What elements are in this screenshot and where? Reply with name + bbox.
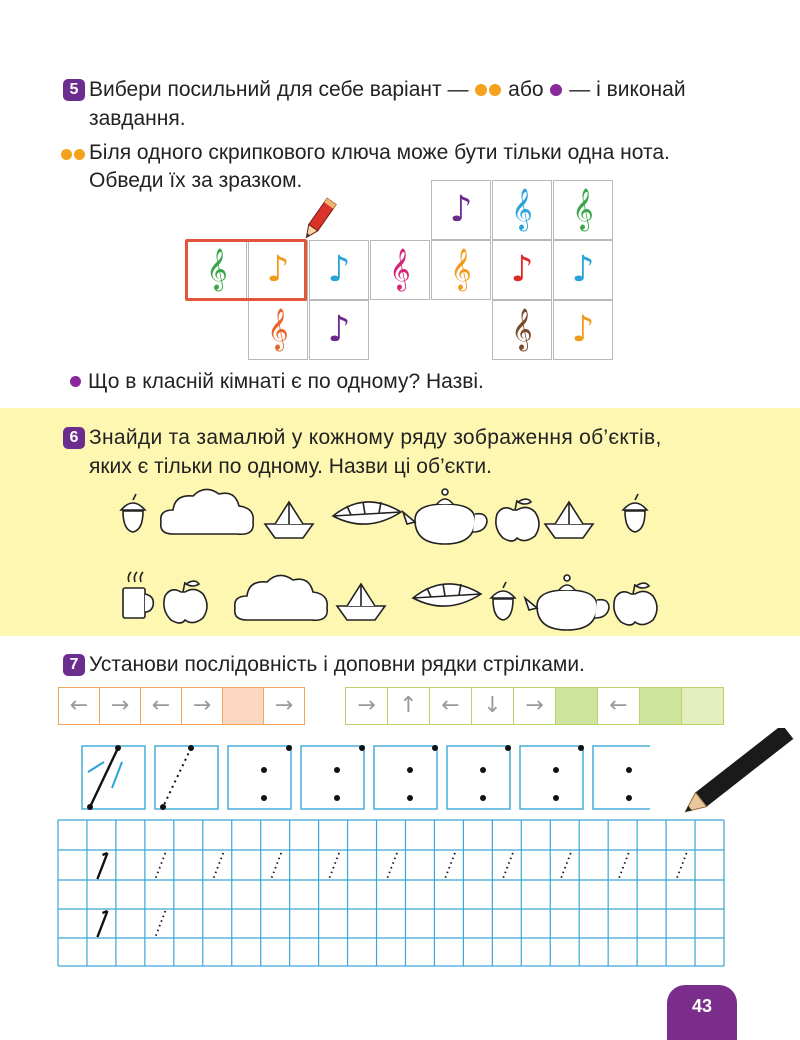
stroke-example xyxy=(97,911,107,937)
sample-highlight-frame xyxy=(185,239,307,301)
practice-square[interactable] xyxy=(520,746,583,809)
acorn-icon xyxy=(121,494,145,532)
task5-instruction xyxy=(89,75,686,104)
arrow-cell: → xyxy=(345,687,388,725)
pencil-icon xyxy=(670,728,800,818)
task5-option-line2: Обведи їх за зразком. xyxy=(89,169,303,192)
guide-dot xyxy=(626,795,632,801)
dotted-trace-line xyxy=(213,853,223,879)
treble-clef-icon: 𝄞 xyxy=(492,300,552,360)
task5-line2: завдання. xyxy=(89,107,186,130)
empty-arrow-cell[interactable] xyxy=(639,687,682,725)
music-note-icon: ♪ xyxy=(248,240,308,300)
direction-arrow-icon xyxy=(112,762,122,788)
dotted-trace-line xyxy=(561,853,571,879)
task6-line1: Знайди та замалюй у кожному ряду зображення об’єктів, xyxy=(89,426,662,449)
empty-arrow-cell[interactable] xyxy=(555,687,598,725)
music-note-icon: ♪ xyxy=(553,240,613,300)
orange-dot-icon xyxy=(489,84,501,96)
stroke-example xyxy=(90,748,118,807)
apple-icon xyxy=(496,499,539,541)
guide-dot xyxy=(626,767,632,773)
task-number-7: 7 xyxy=(63,654,85,676)
dotted-trace-line xyxy=(155,911,165,937)
task-number-6: 6 xyxy=(63,427,85,449)
leaf-icon xyxy=(333,502,401,524)
guide-dot xyxy=(505,745,511,751)
guide-dot xyxy=(432,745,438,751)
orange-dot-icon xyxy=(475,84,487,96)
arrow-cell: ↓ xyxy=(471,687,514,725)
treble-clef-icon: 𝄞 xyxy=(492,180,552,240)
empty-arrow-cell[interactable] xyxy=(222,687,264,725)
practice-square[interactable] xyxy=(593,746,650,809)
treble-clef-icon: 𝄞 xyxy=(431,240,491,300)
purple-dot-icon xyxy=(550,84,562,96)
dotted-trace-line xyxy=(329,853,339,879)
dotted-trace-line xyxy=(271,853,281,879)
dotted-trace-line xyxy=(619,853,629,879)
empty-arrow-cell[interactable] xyxy=(681,687,724,725)
bullet-purple-icon xyxy=(70,376,81,387)
arrow-cell: → xyxy=(513,687,556,725)
direction-arrow-icon xyxy=(88,762,104,772)
music-note-icon: ♪ xyxy=(431,180,491,240)
objects-row-2 xyxy=(115,562,685,634)
music-note-icon: ♪ xyxy=(309,300,369,360)
task5-option-line1: Біля одного скрипкового ключа може бути тільки одна нота. xyxy=(89,141,670,164)
task5-text-c: — і виконай xyxy=(569,78,686,101)
paper-boat-icon xyxy=(337,584,385,620)
practice-square[interactable] xyxy=(447,746,510,809)
dotted-trace-line xyxy=(163,748,191,807)
arrow-cell: → xyxy=(181,687,223,725)
guide-dot xyxy=(480,795,486,801)
guide-dot xyxy=(261,795,267,801)
treble-clef-icon: 𝄞 xyxy=(553,180,613,240)
guide-dot xyxy=(359,745,365,751)
stroke-practice-squares xyxy=(80,740,650,814)
acorn-icon xyxy=(623,494,647,532)
teapot-icon xyxy=(525,575,609,630)
guide-dot xyxy=(553,767,559,773)
page-number: 43 xyxy=(667,985,737,1040)
dotted-trace-line xyxy=(677,853,687,879)
guide-dot xyxy=(480,767,486,773)
guide-dot xyxy=(407,767,413,773)
task5-text-a: Вибери посильний для себе варіант — xyxy=(89,78,469,101)
guide-dot xyxy=(261,767,267,773)
arrow-cell: ← xyxy=(58,687,100,725)
guide-dot xyxy=(286,745,292,751)
dotted-trace-line xyxy=(445,853,455,879)
teapot-icon xyxy=(403,489,487,544)
dotted-trace-line xyxy=(155,853,165,879)
practice-square[interactable] xyxy=(228,746,291,809)
pencil-icon xyxy=(298,195,338,245)
treble-clef-icon: 𝄞 xyxy=(248,300,308,360)
arrow-cell: → xyxy=(99,687,141,725)
dotted-trace-line xyxy=(387,853,397,879)
arrow-cell: → xyxy=(263,687,305,725)
acorn-icon xyxy=(491,582,515,620)
apple-icon xyxy=(614,583,657,625)
task5-text-b: або xyxy=(508,78,544,101)
treble-clef-icon: 𝄞 xyxy=(370,240,430,300)
task-number-5: 5 xyxy=(63,79,85,101)
leaf-icon xyxy=(413,584,481,606)
task6-line2: яких є тільки по одному. Назви ці об’єкти. xyxy=(89,455,492,478)
practice-square[interactable] xyxy=(374,746,437,809)
arrow-cell: ← xyxy=(429,687,472,725)
arrow-cell: ← xyxy=(140,687,182,725)
practice-square[interactable] xyxy=(155,746,218,809)
paper-boat-icon xyxy=(545,502,593,538)
arrow-sequence-2 xyxy=(345,687,723,725)
arrow-cell: ← xyxy=(597,687,640,725)
dotted-trace-line xyxy=(503,853,513,879)
arrow-sequence-1 xyxy=(58,687,306,725)
guide-dot xyxy=(578,745,584,751)
music-note-icon: ♪ xyxy=(309,240,369,300)
treble-clef-icon: 𝄞 xyxy=(187,240,247,300)
paper-boat-icon xyxy=(265,502,313,538)
apple-icon xyxy=(164,581,207,623)
cloud-icon xyxy=(235,575,327,620)
arrow-cell: ↑ xyxy=(387,687,430,725)
cloud-icon xyxy=(161,489,253,534)
stroke-example xyxy=(97,853,107,879)
guide-dot xyxy=(553,795,559,801)
task7-line1: Установи послідовність і доповни рядки стрілками. xyxy=(89,653,585,676)
music-note-icon: ♪ xyxy=(492,240,552,300)
mug-icon xyxy=(123,572,153,618)
writing-grid xyxy=(56,818,726,968)
task5-question: Що в класній кімнаті є по одному? Назві. xyxy=(88,370,484,393)
guide-dot xyxy=(407,795,413,801)
practice-square[interactable] xyxy=(301,746,364,809)
objects-row-1 xyxy=(115,482,685,552)
music-note-icon: ♪ xyxy=(553,300,613,360)
option-marker-icon xyxy=(60,146,86,164)
guide-dot xyxy=(334,767,340,773)
guide-dot xyxy=(334,795,340,801)
